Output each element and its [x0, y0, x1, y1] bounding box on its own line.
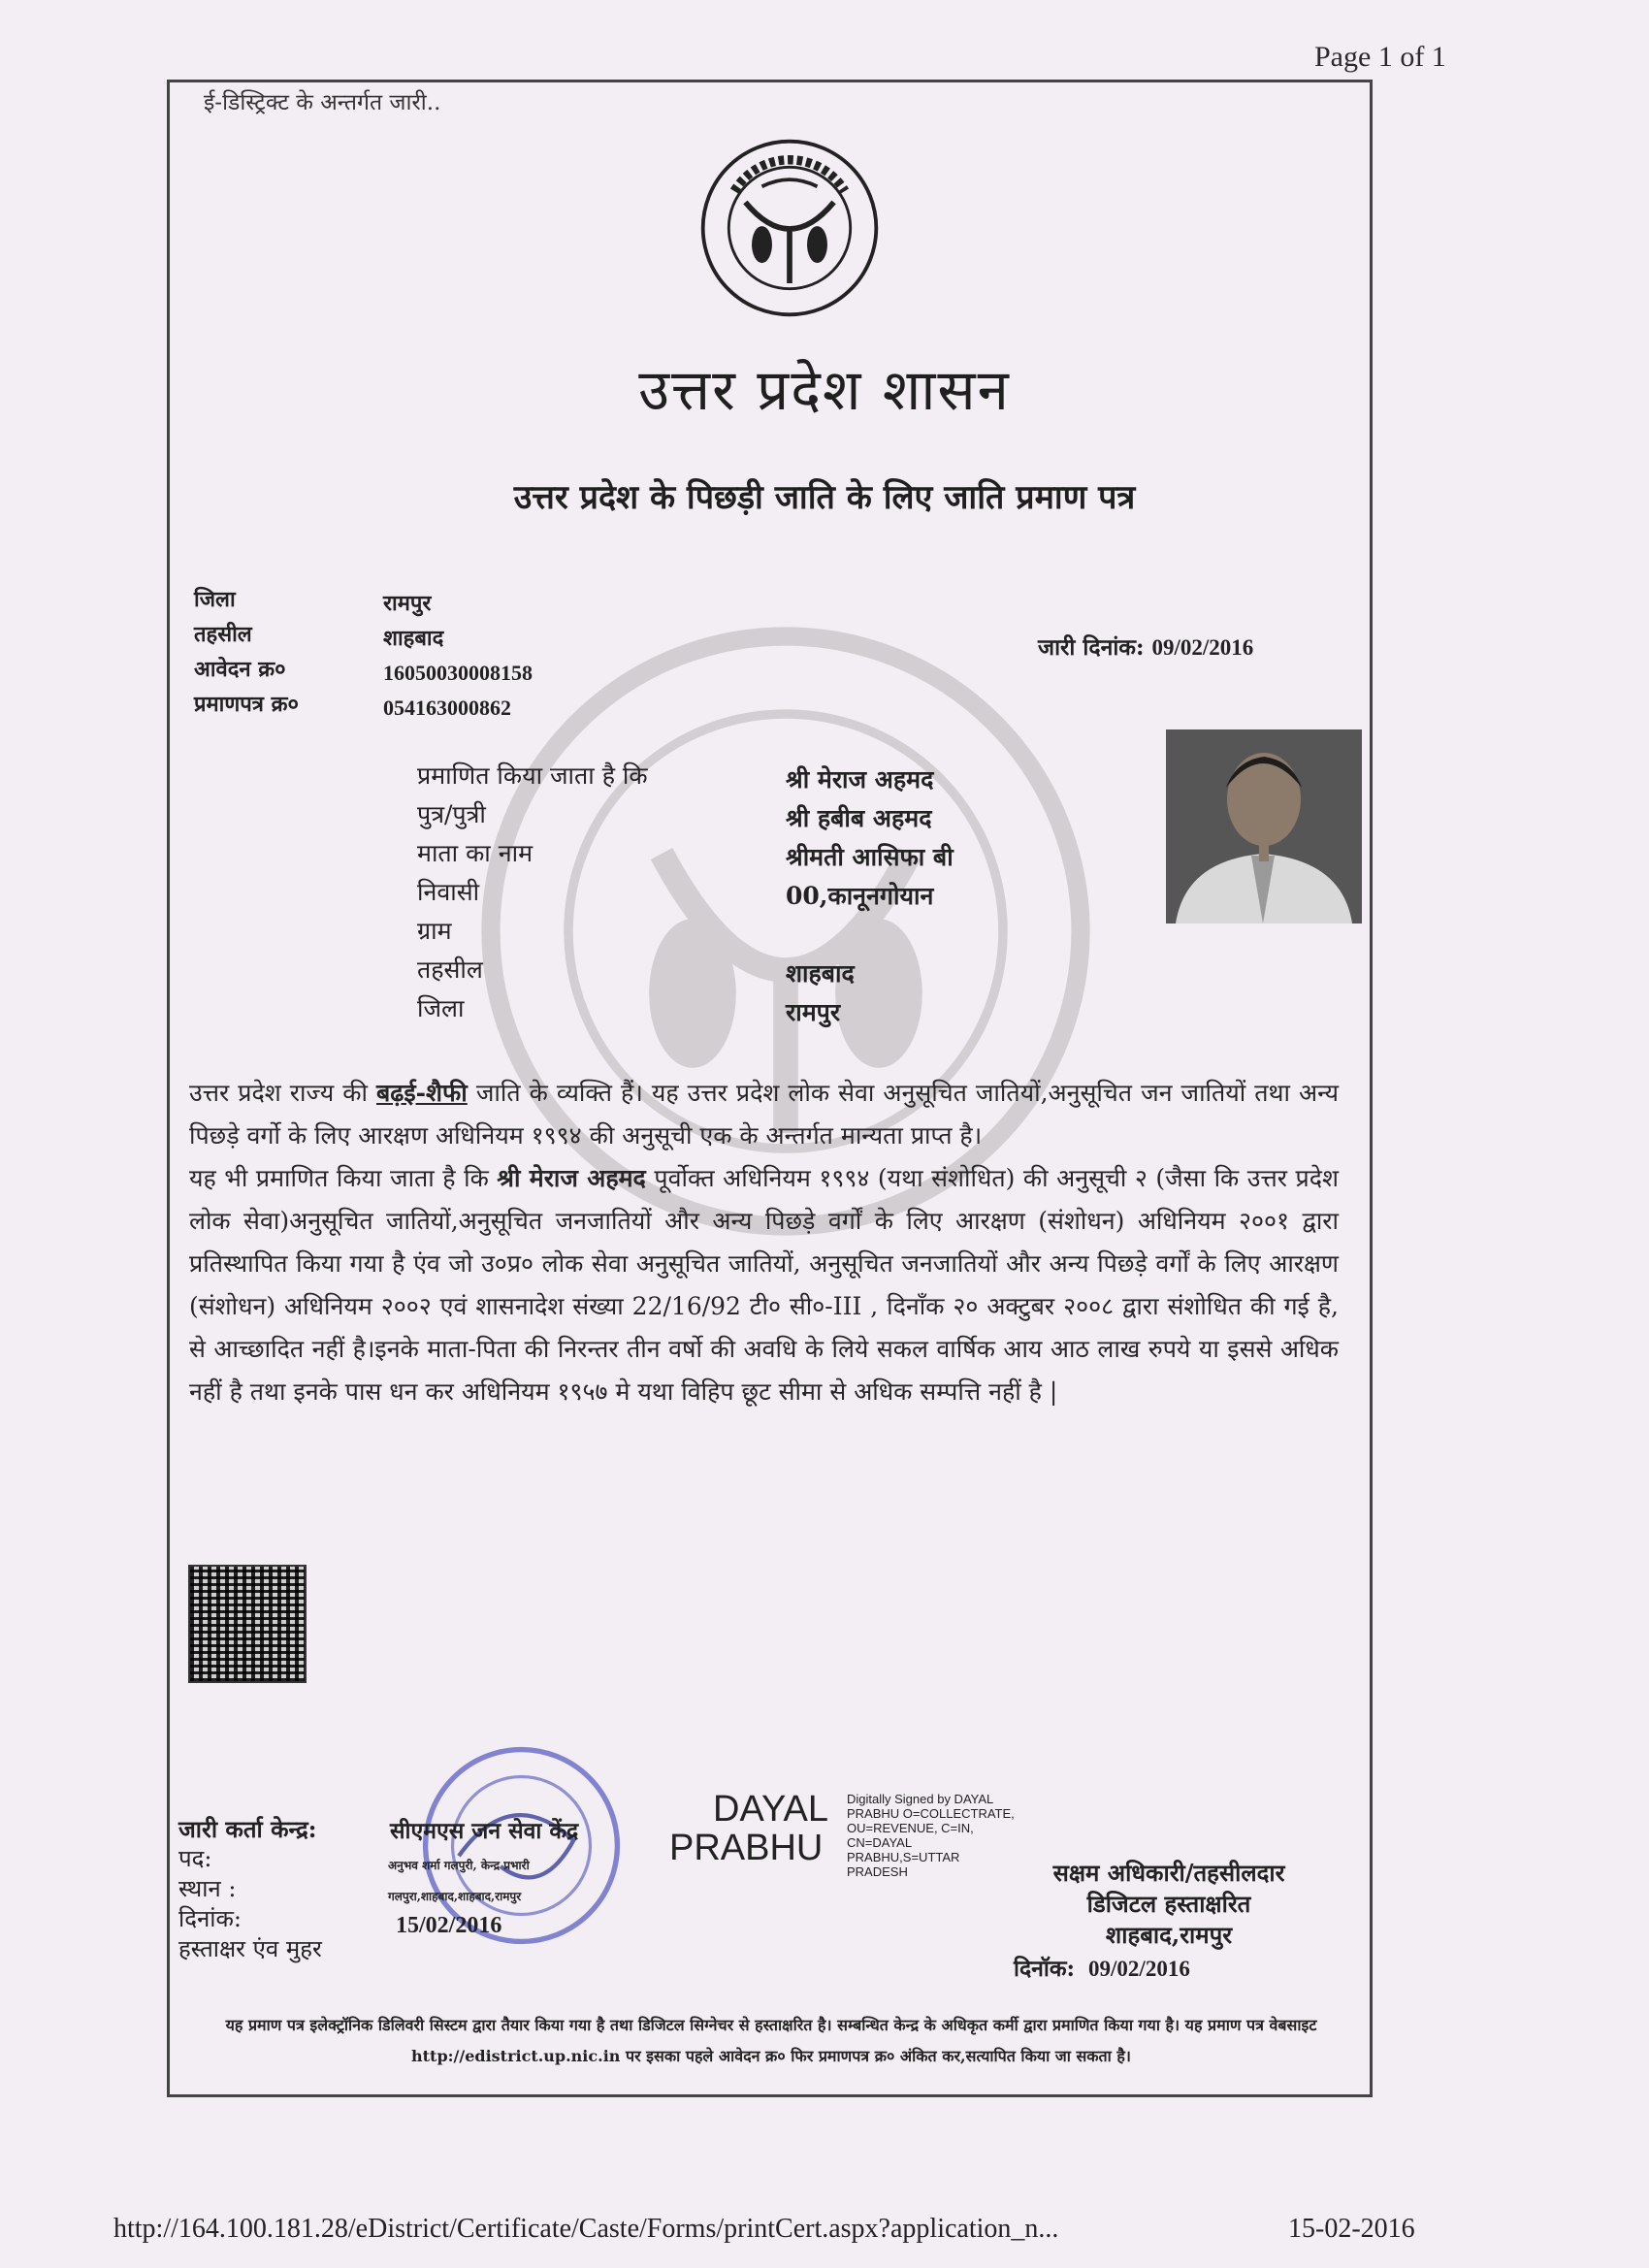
- digital-signer-name-line1: DAYAL: [713, 1789, 828, 1830]
- body-paragraph-2: [189, 1157, 1339, 1413]
- certificate-number-label: प्रमाणपत्र क्र०: [194, 692, 299, 717]
- issued-under-label: ई-डिस्ट्रिक्ट के अन्तर्गत जारी..: [204, 90, 441, 115]
- person-district-label: जिला: [417, 994, 465, 1022]
- parent-name-value: श्री हबीब अहमद: [786, 804, 932, 832]
- village-label: ग्राम: [417, 917, 452, 945]
- digital-signer-name-line2: PRABHU: [669, 1828, 824, 1868]
- signature-seal-label: हस्ताक्षर एंव मुहर: [178, 1935, 322, 1962]
- parent-label: पुत्र/पुत्री: [417, 800, 486, 828]
- officer-date-value: 09/02/2016: [1088, 1957, 1190, 1981]
- qr-code-icon: [190, 1567, 305, 1681]
- district-label: जिला: [194, 587, 236, 612]
- print-date: 15-02-2016: [1288, 2214, 1415, 2244]
- tehsil-label: तहसील: [194, 622, 252, 647]
- issuing-center-address: गलपुरा,शाहबाद,शाहबाद,रामपुर: [388, 1890, 522, 1903]
- body-p1-end: जाति के व्यक्ति हैं। यह उत्तर प्रदेश लोक सेवा अनुसूचित जातियों,अनुसूचित जन जातियों तथा अन्य पिछड़े वर्गो के लिए आरक्षण अधिनियम १९९४ की अनुसूची एक के अन्तर्गत मान्यता प्राप्त है।: [189, 1079, 1339, 1150]
- digital-signature-details: Digitally Signed by DAYAL PRABHU O=COLLECTRATE, OU=REVENUE, C=IN, CN=DAYAL PRABHU,S=UTTAR PRADESH: [847, 1792, 1015, 1879]
- officer-date-label: दिनॉक:: [1014, 1956, 1076, 1982]
- officer-digital-signed: डिजिटल हस्ताक्षरित: [1086, 1890, 1251, 1918]
- meta-labels: [194, 582, 299, 722]
- tehsil-value: शाहबाद: [383, 626, 444, 650]
- up-emblem-icon: [697, 136, 882, 320]
- resident-value: 00,कानूनगोयान: [786, 882, 934, 910]
- certified-name-value: श्री मेराज अहमद: [786, 765, 934, 794]
- application-number-label: आवेदन क्र०: [194, 657, 286, 682]
- resident-label: निवासी: [417, 878, 480, 906]
- mother-name-value: श्रीमती आसिफा बी: [786, 843, 954, 871]
- person-district-value: रामपुर: [786, 998, 841, 1026]
- village-value: [786, 916, 954, 955]
- person-tehsil-value: शाहबाद: [786, 959, 855, 988]
- body-p2-person-name: श्री मेराज अहमद: [497, 1164, 646, 1192]
- meta-values: [383, 586, 533, 726]
- competent-officer: [1009, 1858, 1329, 1951]
- issuing-center-incharge: अनुभव शर्मा गलपुरी, केन्द्र प्रभारी: [388, 1859, 530, 1872]
- certificate-body: [189, 1072, 1339, 1413]
- issuer-labels: [178, 1814, 322, 1964]
- caste-name: बढ़ई-शैफी: [376, 1079, 468, 1107]
- place-label: स्थान :: [178, 1875, 237, 1902]
- mother-label: माता का नाम: [417, 839, 534, 867]
- officer-designation: सक्षम अधिकारी/तहसीलदार: [1052, 1859, 1285, 1887]
- certificate-number-value: 054163000862: [383, 696, 511, 720]
- body-paragraph-1: [189, 1072, 1339, 1157]
- application-number-value: 16050030008158: [383, 661, 533, 685]
- person-photo-icon: [1166, 729, 1362, 923]
- issue-date-label: जारी दिनांक:: [1038, 634, 1145, 661]
- print-url: http://164.100.181.28/eDistrict/Certificate/Caste/Forms/printCert.aspx?application_n...: [113, 2214, 1059, 2244]
- district-value: रामपुर: [383, 591, 432, 615]
- issuer-date-value: 15/02/2016: [396, 1913, 502, 1938]
- certificate-title: उत्तर प्रदेश के पिछड़ी जाति के लिए जाति प्रमाण पत्र: [513, 478, 1136, 517]
- officer-location: शाहबाद,रामपुर: [1105, 1921, 1233, 1949]
- issuer-date-label: दिनांक:: [178, 1905, 242, 1932]
- body-p2-start: यह भी प्रमाणित किया जाता है कि: [189, 1164, 498, 1192]
- officer-date: [1014, 1952, 1190, 1983]
- issue-date: [1038, 631, 1253, 662]
- issuing-center-value: सीएमएस जन सेवा केंद्र: [390, 1818, 579, 1844]
- applicant-photo: [1166, 729, 1362, 923]
- post-label: पद:: [178, 1845, 212, 1872]
- person-field-labels: [417, 757, 648, 1028]
- body-p2-end: पूर्वोक्त अधिनियम १९९४ (यथा संशोधित) की अनुसूची २ (जैसा कि उत्तर प्रदेश लोक सेवा)अनुसूचित जातियों,अनुसूचित जनजातियों और अन्य पिछड़े वर्गों के लिए आरक्षण (संशोधन) अधिनियम २००१ द्वारा प्रतिस्थापित किया गया है एंव जो उ०प्र० लोक सेवा अनुसूचित जातियों, अनुसूचित जनजातियों और अन्य पिछड़े वर्गों के लिए आरक्षण (संशोधन) अधिनियम २००२ एवं शासनादेश संख्या 22/16/92 टी० सी०-III , दिनाँक २० अक्टुबर २००८ द्वारा संशोधित की गई है, से आच्छादित नहीं है।इनके माता-पिता की निरन्तर तीन वर्षो की अवधि के लिये सकल वार्षिक आय आठ लाख रुपये या इससे अधिक नहीं है तथा इनके पास धन कर अधिनियम १९५७ मे यथा विहिप छूट सीमा से अधिक सम्पत्ति नहीं है |: [189, 1164, 1339, 1406]
- issue-date-value: 09/02/2016: [1151, 635, 1254, 660]
- verification-note: यह प्रमाण पत्र इलेक्ट्रॉनिक डिलिवरी सिस्टम द्वारा तैयार किया गया है तथा डिजिटल सिग्नेचर से हस्ताक्षरित है। सम्बन्धित केन्द्र के अधिकृत कर्मी द्वारा प्रमाणित किया गया है। यह प्रमाण पत्र वेबसाइट http://edistrict.up.nic.in पर इसका पहले आवेदन क्र० फिर प्रमाणपत्र क्र० अंकित कर,सत्यापित किया जा सकता है।: [225, 2016, 1317, 2065]
- issuing-center-label: जारी कर्ता केन्द्र:: [178, 1815, 317, 1843]
- digital-signer-name: [669, 1790, 828, 1867]
- certified-label: प्रमाणित किया जाता है कि: [417, 761, 648, 790]
- body-p1-start: उत्तर प्रदेश राज्य की: [189, 1079, 377, 1107]
- person-field-values: [786, 761, 954, 1032]
- government-title: उत्तर प्रदेश शासन: [638, 357, 1011, 423]
- person-tehsil-label: तहसील: [417, 956, 483, 984]
- page-indicator: Page 1 of 1: [1314, 41, 1446, 73]
